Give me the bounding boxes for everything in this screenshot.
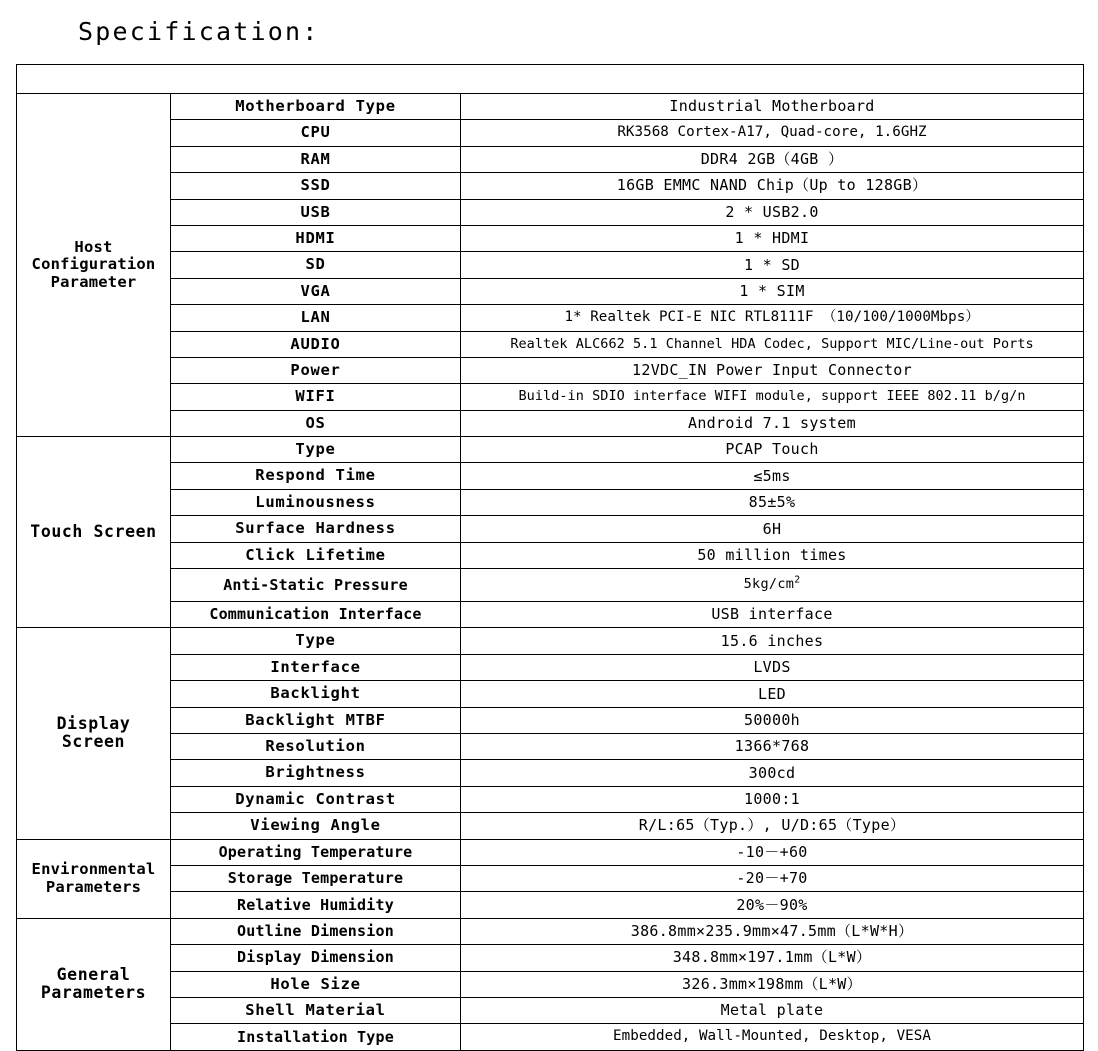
parameter-value-cell: 16GB EMMC NAND Chip（Up to 128GB） <box>461 173 1084 199</box>
value-superscript: 2 <box>794 574 801 586</box>
parameter-value-cell: Embedded, Wall-Mounted, Desktop, VESA <box>461 1024 1084 1050</box>
parameter-name-cell: HDMI <box>171 225 461 251</box>
table-row <box>17 569 1084 602</box>
table-row <box>17 760 1084 786</box>
parameter-value-cell: Realtek ALC662 5.1 Channel HDA Codec, Support MIC/Line-out Ports <box>461 331 1084 357</box>
parameter-value-cell: -20－+70 <box>461 865 1084 891</box>
table-row <box>17 865 1084 891</box>
parameter-value-cell: 326.3mm×198mm（L*W） <box>461 971 1084 997</box>
table-row <box>17 628 1084 654</box>
parameter-name-cell: LAN <box>171 305 461 331</box>
table-row <box>17 654 1084 680</box>
table-header-row <box>17 65 1084 94</box>
parameter-value-cell: 50 million times <box>461 542 1084 568</box>
parameter-value-cell: LED <box>461 681 1084 707</box>
table-header-blank-cell <box>17 65 1084 94</box>
group-label-4: General Parameters <box>17 918 171 1050</box>
table-row <box>17 94 1084 120</box>
parameter-value-cell: 85±5% <box>461 489 1084 515</box>
table-row <box>17 997 1084 1023</box>
parameter-value-cell: 2 * USB2.0 <box>461 199 1084 225</box>
table-row <box>17 786 1084 812</box>
table-row <box>17 305 1084 331</box>
parameter-name-cell: Installation Type <box>171 1024 461 1050</box>
parameter-value-cell: 20%－90% <box>461 892 1084 918</box>
table-row <box>17 225 1084 251</box>
table-row <box>17 516 1084 542</box>
parameter-name-cell: Storage Temperature <box>171 865 461 891</box>
table-row <box>17 437 1084 463</box>
parameter-value-cell: ≤5ms <box>461 463 1084 489</box>
table-row <box>17 971 1084 997</box>
group-label-3: Environmental Parameters <box>17 839 171 918</box>
parameter-name-cell: Resolution <box>171 733 461 759</box>
parameter-value-cell: LVDS <box>461 654 1084 680</box>
table-row <box>17 384 1084 410</box>
parameter-name-cell: CPU <box>171 120 461 146</box>
table-row <box>17 252 1084 278</box>
parameter-name-cell: Interface <box>171 654 461 680</box>
parameter-value-cell: 1 * HDMI <box>461 225 1084 251</box>
parameter-name-cell: Motherboard Type <box>171 94 461 120</box>
parameter-value-cell: Android 7.1 system <box>461 410 1084 436</box>
parameter-name-cell: Shell Material <box>171 997 461 1023</box>
table-row <box>17 945 1084 971</box>
parameter-value-cell <box>461 569 1084 602</box>
parameter-name-cell: RAM <box>171 146 461 172</box>
parameter-name-cell: Respond Time <box>171 463 461 489</box>
table-row <box>17 331 1084 357</box>
parameter-value-cell: Metal plate <box>461 997 1084 1023</box>
parameter-name-cell: Luminousness <box>171 489 461 515</box>
table-row <box>17 707 1084 733</box>
table-row <box>17 733 1084 759</box>
group-label-2: Display Screen <box>17 628 171 839</box>
parameter-name-cell: AUDIO <box>171 331 461 357</box>
table-row <box>17 410 1084 436</box>
parameter-value-cell: Build-in SDIO interface WIFI module, support IEEE 802.11 b/g/n <box>461 384 1084 410</box>
parameter-name-cell: SD <box>171 252 461 278</box>
parameter-name-cell: Display Dimension <box>171 945 461 971</box>
page-title: Specification: <box>78 17 320 46</box>
table-row <box>17 839 1084 865</box>
table-row <box>17 199 1084 225</box>
parameter-value-cell: Industrial Motherboard <box>461 94 1084 120</box>
parameter-name-cell: Backlight <box>171 681 461 707</box>
parameter-name-cell: Type <box>171 437 461 463</box>
parameter-name-cell: USB <box>171 199 461 225</box>
table-row <box>17 357 1084 383</box>
parameter-value-cell: DDR4 2GB（4GB ） <box>461 146 1084 172</box>
specification-table <box>16 64 1084 1051</box>
value-text: 5kg/cm <box>743 576 795 593</box>
table-row <box>17 173 1084 199</box>
table-row <box>17 120 1084 146</box>
parameter-name-cell: Relative Humidity <box>171 892 461 918</box>
parameter-value-cell: 1000:1 <box>461 786 1084 812</box>
parameter-name-cell: Hole Size <box>171 971 461 997</box>
group-label-1: Touch Screen <box>17 437 171 628</box>
parameter-value-cell: RK3568 Cortex-A17, Quad-core, 1.6GHZ <box>461 120 1084 146</box>
table-row <box>17 892 1084 918</box>
table-row <box>17 542 1084 568</box>
parameter-value-cell: 50000h <box>461 707 1084 733</box>
parameter-name-cell: VGA <box>171 278 461 304</box>
table-row <box>17 489 1084 515</box>
parameter-name-cell: Brightness <box>171 760 461 786</box>
parameter-name-cell: Outline Dimension <box>171 918 461 944</box>
parameter-value-cell: 386.8mm×235.9mm×47.5mm（L*W*H） <box>461 918 1084 944</box>
parameter-value-cell: USB interface <box>461 602 1084 628</box>
parameter-name-cell: Type <box>171 628 461 654</box>
parameter-value-cell: 6H <box>461 516 1084 542</box>
table-row <box>17 602 1084 628</box>
parameter-name-cell: WIFI <box>171 384 461 410</box>
parameter-value-cell: 12VDC_IN Power Input Connector <box>461 357 1084 383</box>
parameter-name-cell: Surface Hardness <box>171 516 461 542</box>
parameter-value-cell: -10－+60 <box>461 839 1084 865</box>
parameter-value-cell: 300cd <box>461 760 1084 786</box>
group-label-0: Host Configuration Parameter <box>17 94 171 437</box>
table-row <box>17 813 1084 839</box>
parameter-value-cell: 1 * SIM <box>461 278 1084 304</box>
parameter-value-cell: 1366*768 <box>461 733 1084 759</box>
parameter-name-cell: Backlight MTBF <box>171 707 461 733</box>
parameter-value-cell: 1 * SD <box>461 252 1084 278</box>
table-row <box>17 681 1084 707</box>
parameter-value-cell: R/L:65（Typ.）, U/D:65（Type） <box>461 813 1084 839</box>
parameter-value-cell: 1* Realtek PCI-E NIC RTL8111F （10/100/1000Mbps） <box>461 305 1084 331</box>
table-row <box>17 278 1084 304</box>
parameter-name-cell: SSD <box>171 173 461 199</box>
table-row <box>17 146 1084 172</box>
parameter-value-cell: 348.8mm×197.1mm（L*W） <box>461 945 1084 971</box>
parameter-name-cell: Viewing Angle <box>171 813 461 839</box>
parameter-name-cell: Communication Interface <box>171 602 461 628</box>
table-row <box>17 1024 1084 1050</box>
parameter-name-cell: Anti-Static Pressure <box>171 569 461 602</box>
parameter-value-cell: 15.6 inches <box>461 628 1084 654</box>
specification-table-wrap <box>16 64 1083 1051</box>
parameter-name-cell: Click Lifetime <box>171 542 461 568</box>
parameter-value-cell: PCAP Touch <box>461 437 1084 463</box>
parameter-name-cell: Dynamic Contrast <box>171 786 461 812</box>
table-row <box>17 463 1084 489</box>
table-row <box>17 918 1084 944</box>
parameter-name-cell: Power <box>171 357 461 383</box>
parameter-name-cell: OS <box>171 410 461 436</box>
parameter-name-cell: Operating Temperature <box>171 839 461 865</box>
